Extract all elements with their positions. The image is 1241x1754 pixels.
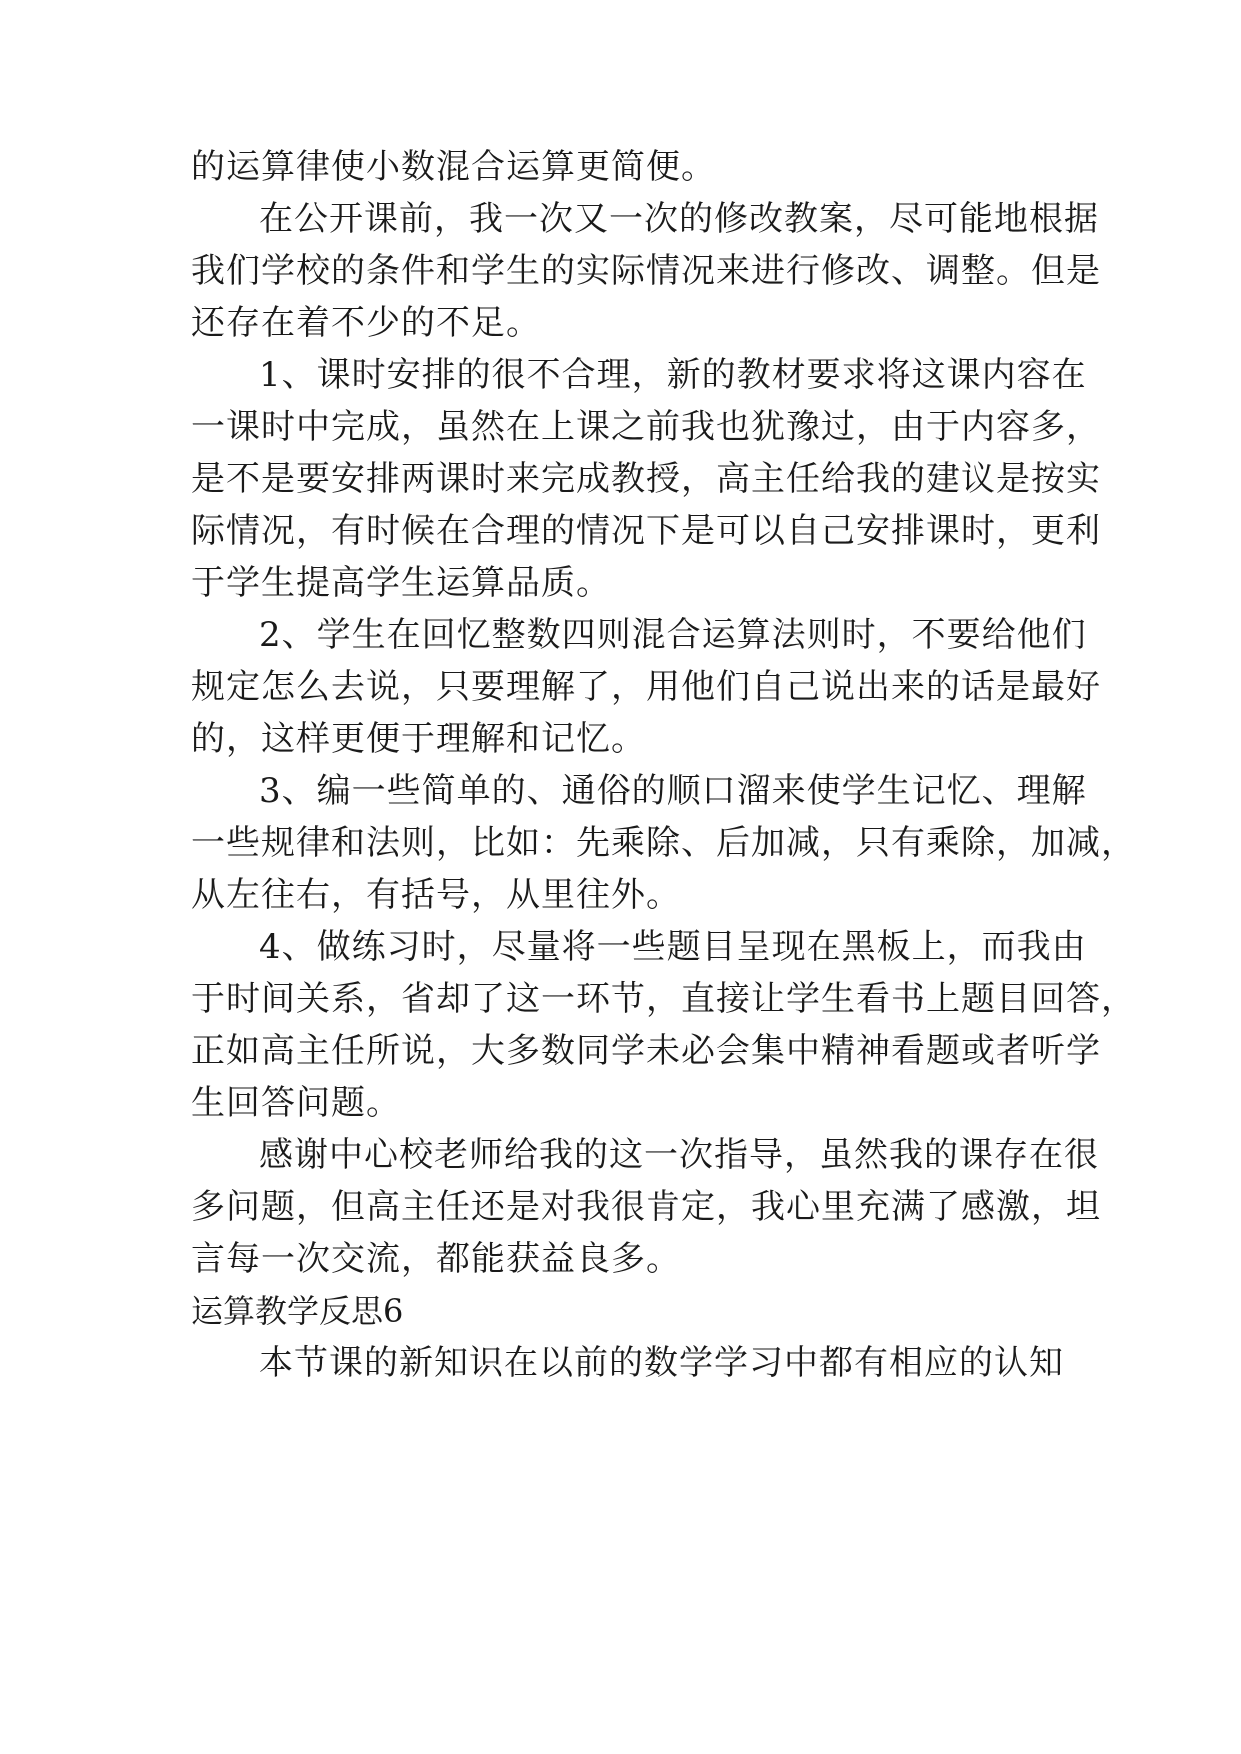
section-heading: 运算教学反思6 xyxy=(191,1292,404,1330)
text-line: 生回答问题。 xyxy=(191,1083,401,1123)
text-line: 我们学校的条件和学生的实际情况来进行修改、调整。但是 xyxy=(191,251,1101,291)
text-line: 感谢中心校老师给我的这一次指导，虽然我的课存在很 xyxy=(259,1135,1099,1175)
text-line: 在公开课前，我一次又一次的修改教案，尽可能地根据 xyxy=(259,199,1099,239)
text-line: 本节课的新知识在以前的数学学习中都有相应的认知 xyxy=(259,1343,1064,1383)
text-line: 一课时中完成，虽然在上课之前我也犹豫过，由于内容多， xyxy=(191,407,1101,447)
text-line: 4、做练习时，尽量将一些题目呈现在黑板上，而我由 xyxy=(259,927,1087,967)
text-line: 的运算律使小数混合运算更简便。 xyxy=(191,147,716,187)
text-line: 于学生提高学生运算品质。 xyxy=(191,563,611,603)
text-line: 是不是要安排两课时来完成教授，高主任给我的建议是按实 xyxy=(191,459,1101,499)
text-line: 规定怎么去说，只要理解了，用他们自己说出来的话是最好 xyxy=(191,667,1101,707)
text-line: 际情况，有时候在合理的情况下是可以自己安排课时，更利 xyxy=(191,511,1101,551)
text-line: 一些规律和法则，比如：先乘除、后加减，只有乘除，加减， xyxy=(191,823,1136,863)
text-line: 的，这样更便于理解和记忆。 xyxy=(191,719,646,759)
text-line: 言每一次交流，都能获益良多。 xyxy=(191,1239,681,1279)
text-line: 于时间关系，省却了这一环节，直接让学生看书上题目回答， xyxy=(191,979,1136,1019)
text-line: 还存在着不少的不足。 xyxy=(191,303,541,343)
text-line: 1、课时安排的很不合理，新的教材要求将这课内容在 xyxy=(259,355,1087,395)
text-line: 3、编一些简单的、通俗的顺口溜来使学生记忆、理解 xyxy=(259,771,1087,811)
text-line: 多问题，但高主任还是对我很肯定，我心里充满了感激，坦 xyxy=(191,1187,1101,1227)
text-line: 从左往右，有括号，从里往外。 xyxy=(191,875,681,915)
text-line: 正如高主任所说，大多数同学未必会集中精神看题或者听学 xyxy=(191,1031,1101,1071)
text-line: 2、学生在回忆整数四则混合运算法则时，不要给他们 xyxy=(259,615,1087,655)
